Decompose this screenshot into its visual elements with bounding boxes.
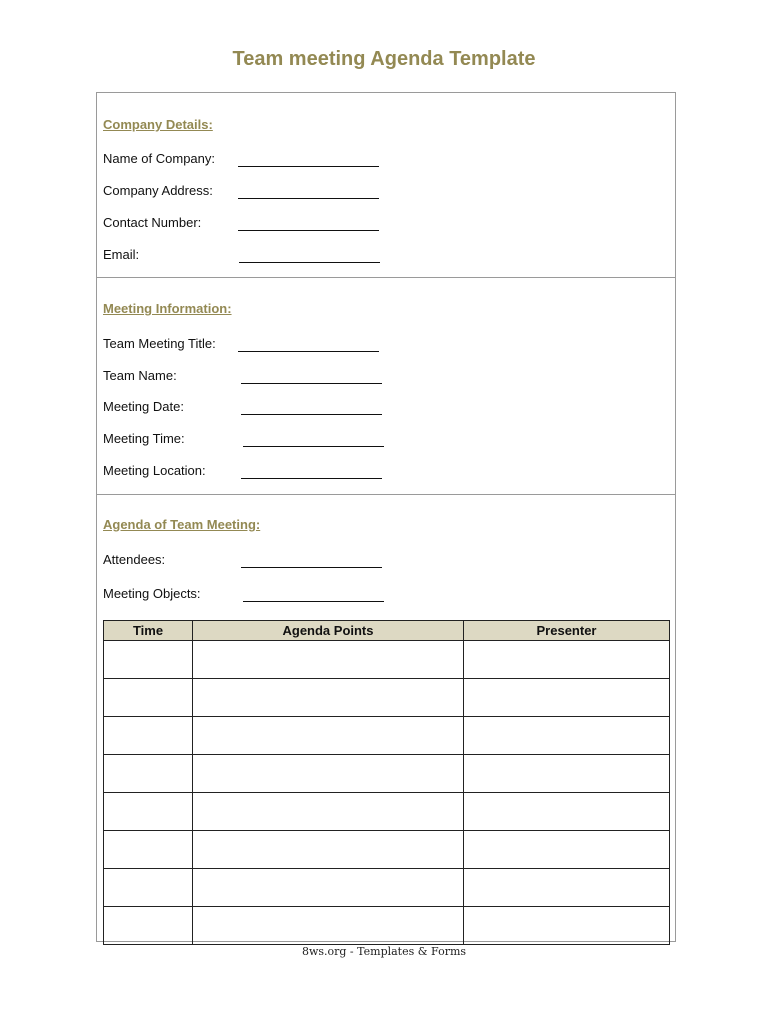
agenda-table-header-row [104, 621, 670, 641]
section-divider [97, 277, 675, 278]
company-details-heading: Company Details: [103, 117, 213, 132]
table-row [104, 831, 670, 869]
presenter-cell[interactable] [464, 641, 670, 679]
column-header-agenda-points: Agenda Points [193, 621, 464, 641]
table-row [104, 679, 670, 717]
table-row [104, 717, 670, 755]
section-divider [97, 494, 675, 495]
meeting-date-field[interactable] [241, 414, 382, 415]
time-cell[interactable] [104, 869, 193, 907]
company-name-field[interactable] [238, 166, 379, 167]
column-header-time: Time [104, 621, 193, 641]
presenter-cell[interactable] [464, 831, 670, 869]
agenda-table [103, 620, 670, 945]
meeting-time-label: Meeting Time: [103, 431, 185, 446]
meeting-location-label: Meeting Location: [103, 463, 206, 478]
table-row [104, 793, 670, 831]
agenda-point-cell[interactable] [193, 793, 464, 831]
page-footer: 8ws.org - Templates & Forms [301, 945, 467, 958]
table-row [104, 755, 670, 793]
email-label: Email: [103, 247, 140, 262]
presenter-cell[interactable] [464, 755, 670, 793]
team-name-field[interactable] [241, 383, 382, 384]
team-meeting-title-label: Team Meeting Title: [103, 336, 216, 351]
table-row [104, 641, 670, 679]
company-address-field[interactable] [238, 198, 379, 199]
table-row [104, 907, 670, 945]
email-field[interactable] [239, 262, 380, 263]
attendees-field[interactable] [241, 567, 382, 568]
agenda-point-cell[interactable] [193, 755, 464, 793]
team-name-label: Team Name: [103, 368, 177, 383]
contact-number-label: Contact Number: [103, 215, 202, 230]
meeting-information-heading: Meeting Information: [103, 301, 232, 316]
meeting-date-label: Meeting Date: [103, 399, 184, 414]
presenter-cell[interactable] [464, 907, 670, 945]
attendees-label: Attendees: [103, 552, 166, 567]
meeting-objects-field[interactable] [243, 601, 384, 602]
time-cell[interactable] [104, 907, 193, 945]
meeting-objects-label: Meeting Objects: [103, 586, 201, 601]
team-meeting-title-field[interactable] [238, 351, 379, 352]
company-address-label: Company Address: [103, 183, 213, 198]
time-cell[interactable] [104, 793, 193, 831]
presenter-cell[interactable] [464, 869, 670, 907]
form-frame [96, 92, 676, 942]
table-row [104, 869, 670, 907]
agenda-point-cell[interactable] [193, 831, 464, 869]
company-name-label: Name of Company: [103, 151, 215, 166]
meeting-time-field[interactable] [243, 446, 384, 447]
presenter-cell[interactable] [464, 679, 670, 717]
time-cell[interactable] [104, 641, 193, 679]
contact-number-field[interactable] [238, 230, 379, 231]
time-cell[interactable] [104, 717, 193, 755]
time-cell[interactable] [104, 679, 193, 717]
agenda-point-cell[interactable] [193, 717, 464, 755]
agenda-point-cell[interactable] [193, 679, 464, 717]
agenda-point-cell[interactable] [193, 869, 464, 907]
meeting-location-field[interactable] [241, 478, 382, 479]
presenter-cell[interactable] [464, 717, 670, 755]
document-title: Team meeting Agenda Template [232, 48, 536, 70]
agenda-point-cell[interactable] [193, 641, 464, 679]
time-cell[interactable] [104, 755, 193, 793]
time-cell[interactable] [104, 831, 193, 869]
column-header-presenter: Presenter [464, 621, 670, 641]
presenter-cell[interactable] [464, 793, 670, 831]
agenda-point-cell[interactable] [193, 907, 464, 945]
agenda-heading: Agenda of Team Meeting: [103, 517, 261, 532]
